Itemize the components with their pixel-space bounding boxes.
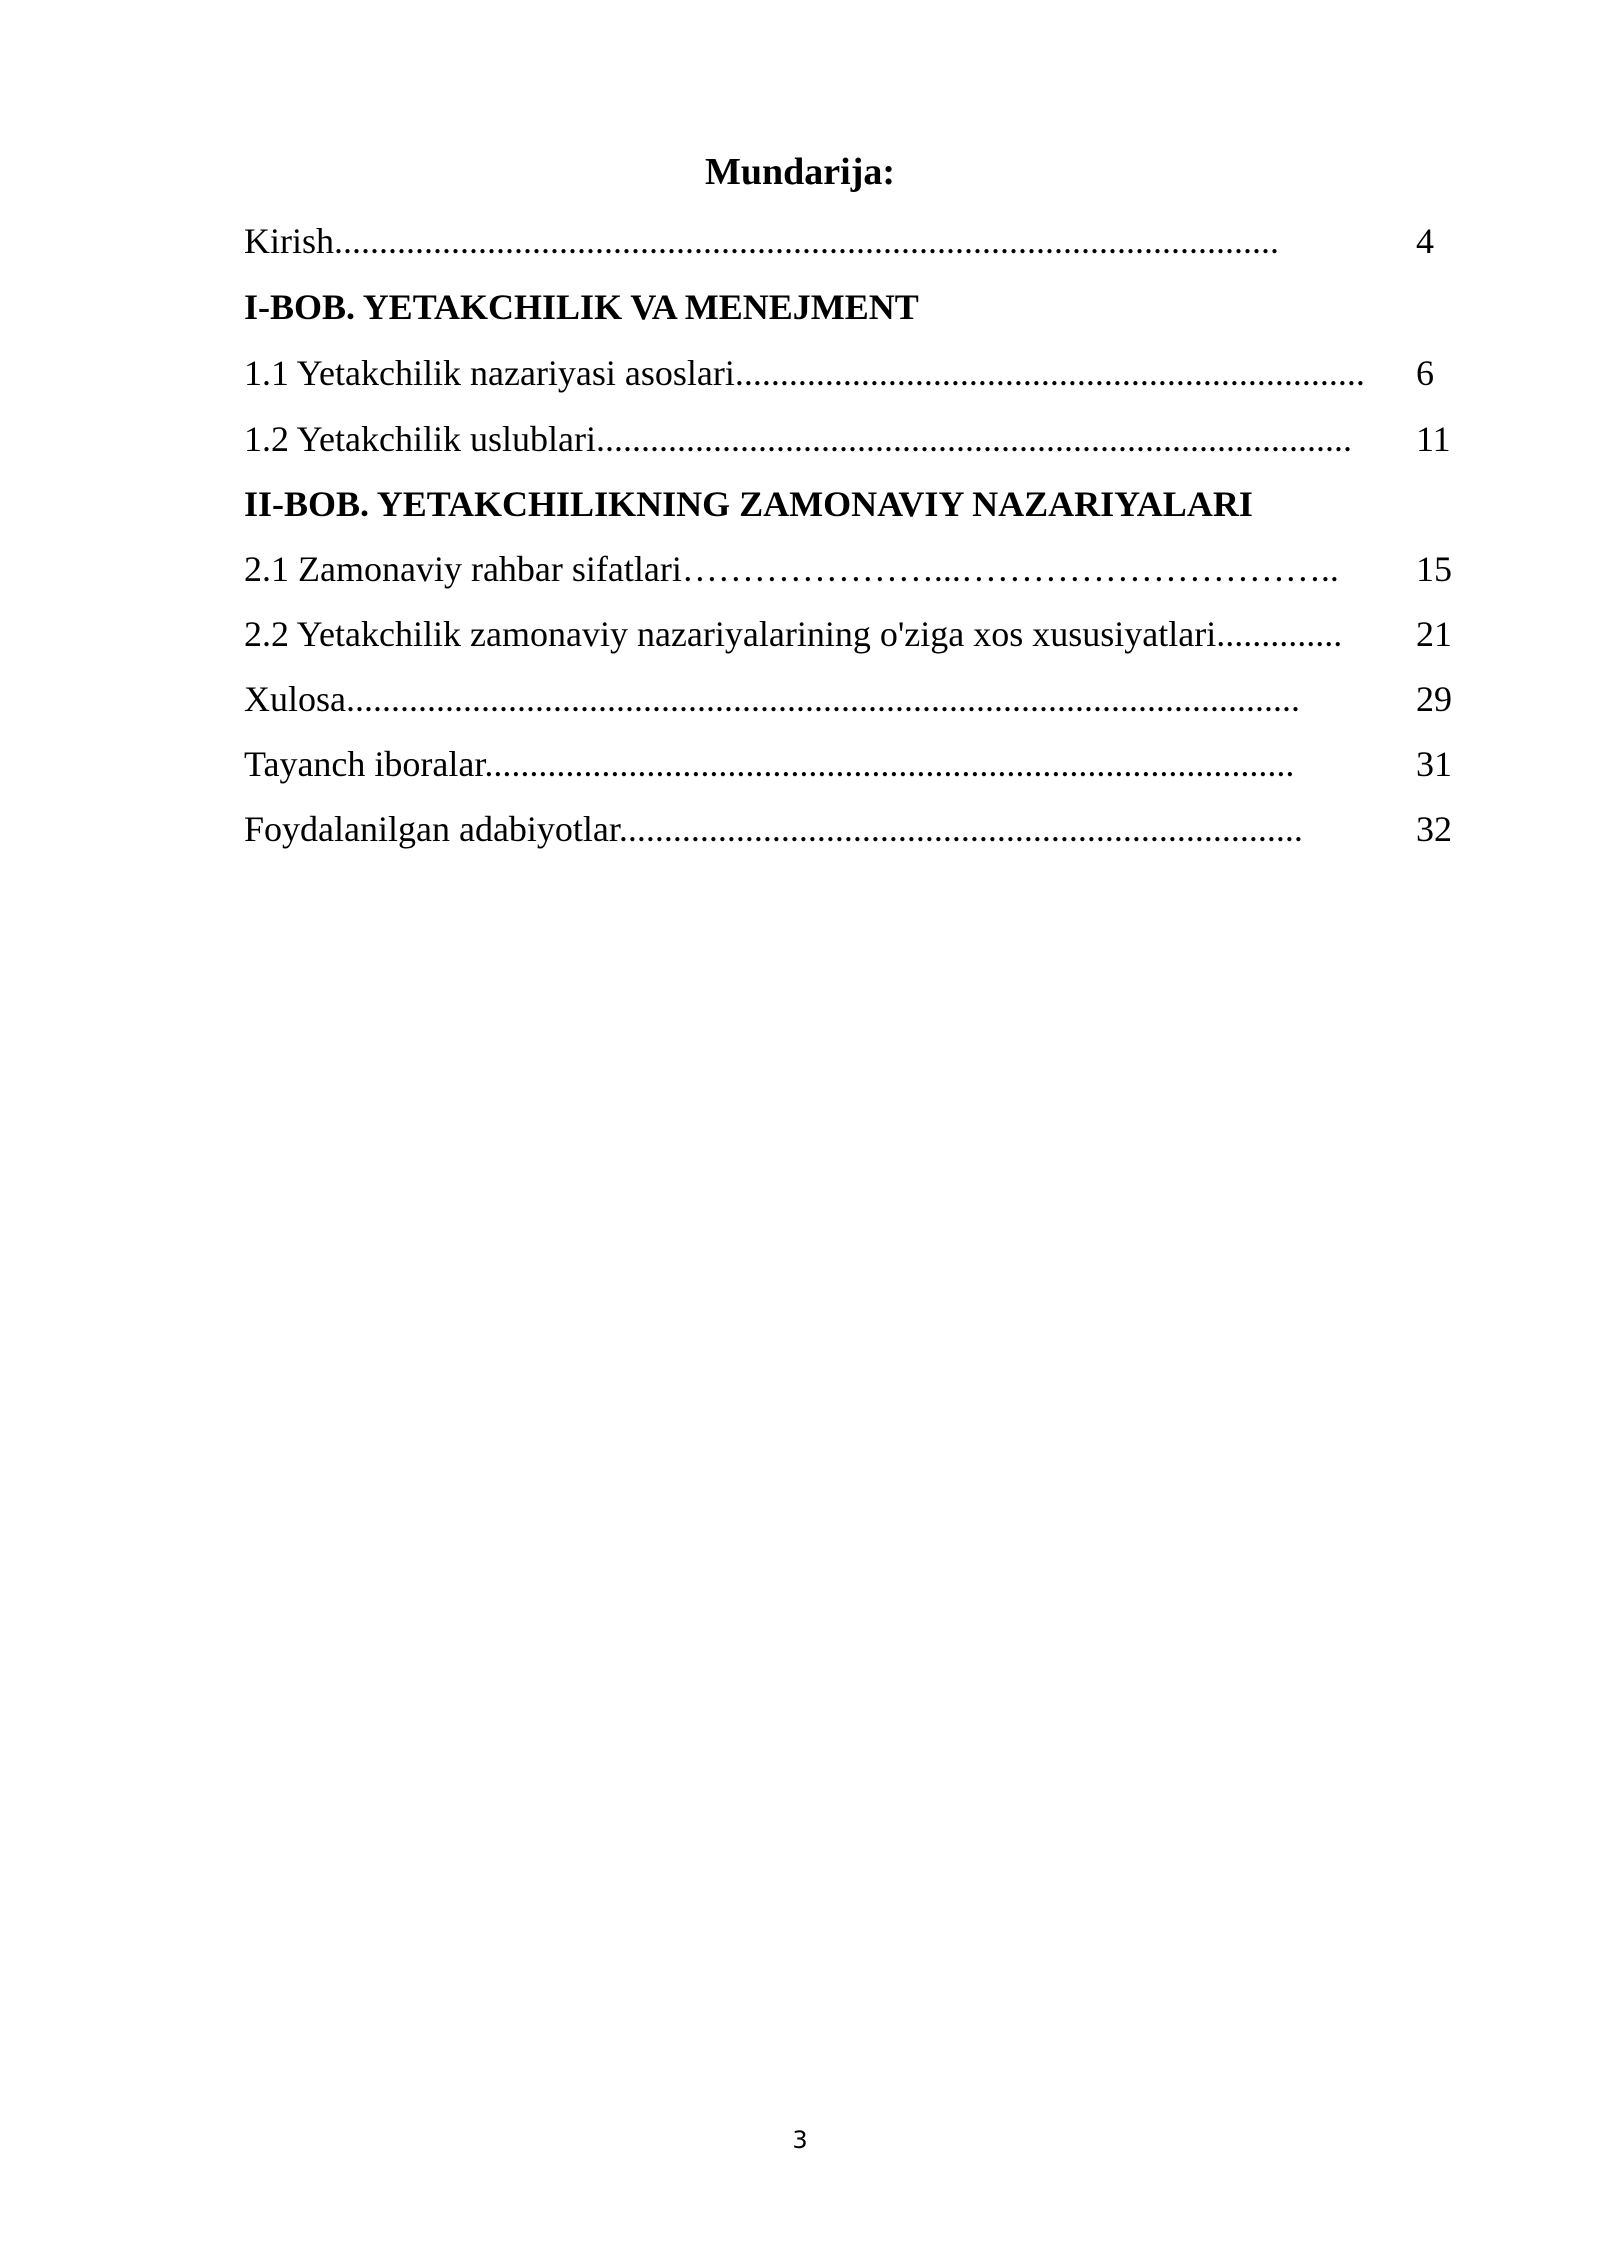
- toc-entry-1-1: [244, 347, 1464, 399]
- toc-entry-text: 2.2 Yetakchilik zamonaviy nazariyalarining o'ziga xos xususiyatlari..............: [244, 614, 1343, 654]
- toc-entry-page: 11: [1416, 419, 1451, 459]
- toc-entry-page: 6: [1416, 353, 1434, 393]
- toc-entry-text: Foydalanilgan adabiyotlar............................................................................: [244, 809, 1303, 849]
- toc-entry-page: 32: [1416, 809, 1452, 849]
- toc-entry-xulosa: [244, 673, 1464, 725]
- toc-entry-page: 29: [1416, 679, 1452, 719]
- toc-entry-page: 15: [1416, 549, 1452, 589]
- toc-entry-text: Xulosa..........................................................................................................: [244, 679, 1300, 719]
- toc-entry-page: 4: [1416, 221, 1434, 261]
- toc-chapter-text: II-BOB. YETAKCHILIKNING ZAMONAVIY NAZARIYALARI: [244, 484, 1253, 524]
- toc-entry-text: 2.1 Zamonaviy rahbar sifatlari…………………...…………………………..: [244, 549, 1339, 589]
- page-number: 3: [792, 2126, 808, 2154]
- toc-entry-2-2: [244, 608, 1464, 660]
- toc-entry-1-2: [244, 413, 1464, 465]
- toc-entry-adabiyotlar: [244, 803, 1464, 855]
- toc-entry-text: Kirish.........................................................................................................: [244, 221, 1279, 261]
- toc-entry-text: 1.1 Yetakchilik nazariyasi asoslari......................................................................: [244, 353, 1365, 393]
- toc-chapter-1-heading: [244, 281, 1464, 333]
- toc-title: Mundarija:: [705, 151, 895, 193]
- toc-entry-page: 21: [1416, 614, 1452, 654]
- toc-entry-2-1: [244, 543, 1464, 595]
- toc-chapter-text: I-BOB. YETAKCHILIK VA MENEJMENT: [244, 287, 919, 327]
- toc-chapter-2-heading: [244, 478, 1464, 530]
- toc-entry-text: 1.2 Yetakchilik uslublari....................................................................................: [244, 419, 1352, 459]
- toc-entry-kirish: [244, 215, 1464, 267]
- toc-entry-tayanch-iboralar: [244, 738, 1464, 790]
- toc-entry-text: Tayanch iboralar..........................................................................................: [244, 744, 1295, 784]
- toc-entry-page: 31: [1416, 744, 1452, 784]
